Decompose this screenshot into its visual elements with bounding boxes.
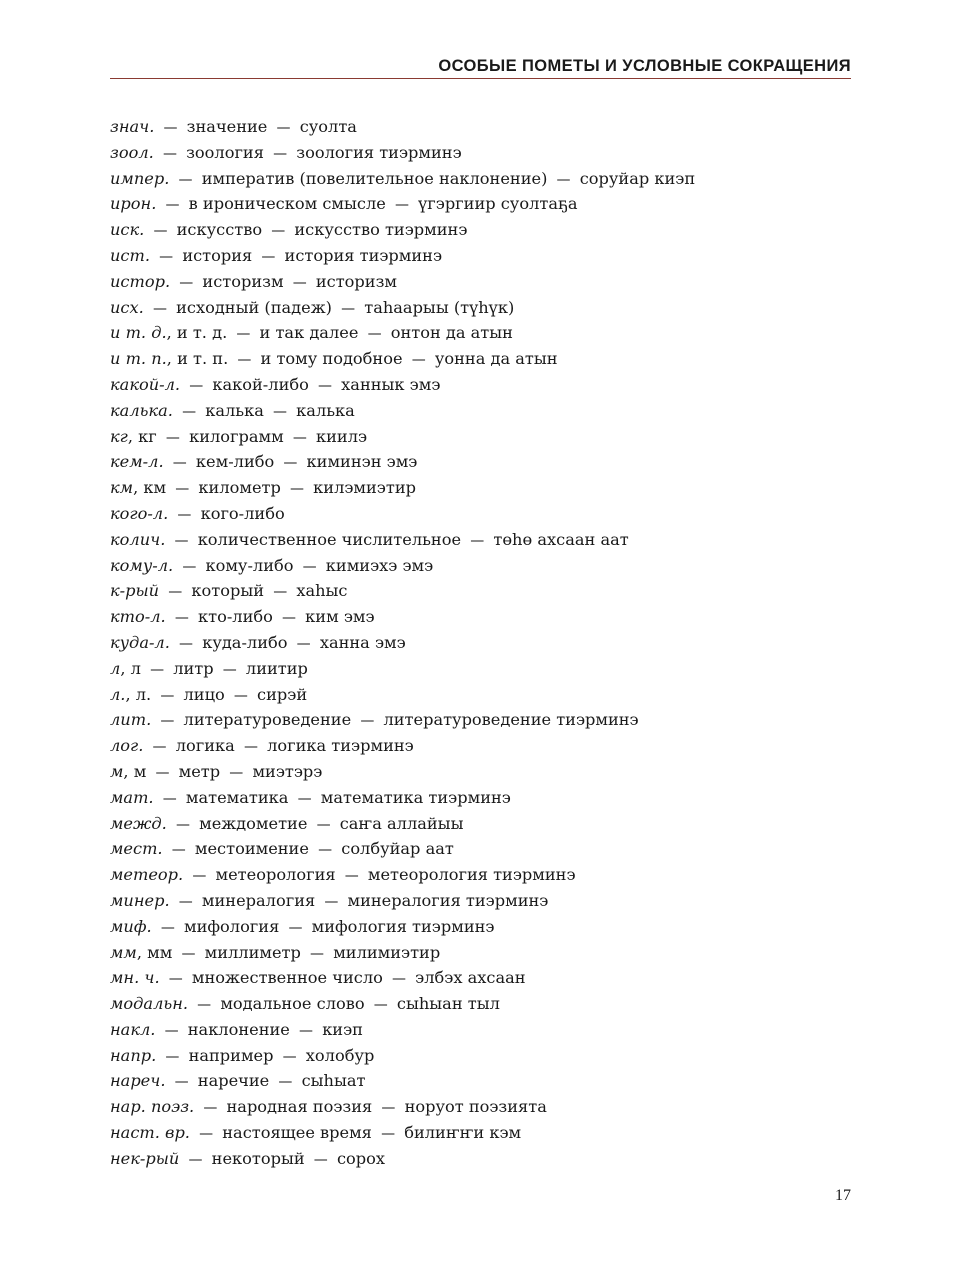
list-item: мм, мм — миллиметр — милимиэтир [110,942,441,962]
entry-russian-meaning: мифология [183,916,280,936]
em-dash: — [174,610,189,627]
em-dash: — [182,558,197,575]
em-dash: — [177,506,192,523]
entry-yakut-meaning: соруйар киэп [579,168,696,188]
em-dash: — [292,429,307,446]
em-dash: — [179,274,194,291]
em-dash: — [367,326,382,343]
em-dash: — [292,274,307,291]
list-item [110,140,851,166]
em-dash: — [556,171,571,188]
em-dash: — [296,635,311,652]
entry-russian-meaning: наречие [197,1071,270,1091]
em-dash: — [344,868,359,885]
entry-yakut-meaning: метеорология тиэрминэ [367,865,576,885]
entry-yakut-meaning: киилэ [316,426,368,446]
entry-abbreviation: калька. [110,400,173,420]
list-item [110,114,851,140]
em-dash: — [150,661,165,678]
abbreviation-list [110,114,851,1172]
em-dash: — [199,1126,214,1143]
entry-yakut-meaning: математика тиэрминэ [320,787,511,807]
entry-yakut-meaning: историзм [315,271,398,291]
entry-russian-meaning: и тому подобное [260,349,403,369]
em-dash: — [162,145,177,162]
entry-abbreviation-upright: и т. д. [176,323,228,343]
entry-yakut-meaning: уонна да атын [434,349,558,369]
list-item [110,166,851,192]
em-dash: — [178,171,193,188]
entry-russian-meaning: кем-либо [195,452,275,472]
em-dash: — [297,790,312,807]
em-dash: — [299,1022,314,1039]
list-item [110,811,851,837]
em-dash: — [318,842,333,859]
entry-abbreviation-upright: мм [147,942,173,962]
entry-abbreviation: кто-л. [110,607,166,627]
em-dash: — [164,1022,179,1039]
entry-abbreviation: напр. [110,1045,157,1065]
entry-russian-meaning: кого-либо [200,503,285,523]
entry-yakut-meaning: киминэн эмэ [306,452,418,472]
entry-russian-meaning: настоящее время [222,1123,372,1143]
list-item [110,501,851,527]
entry-abbreviation: м [110,761,124,781]
em-dash: — [243,739,258,756]
em-dash: — [175,816,190,833]
entry-yakut-meaning: лиитир [245,658,308,678]
entry-abbreviation: лог. [110,736,144,756]
em-dash: — [310,945,325,962]
list-item: км, км — километр — килэмиэтир [110,478,416,498]
list-item: кг, кг — килограмм — киилэ [110,426,368,446]
entry-abbreviation: модальн. [110,994,189,1014]
entry-yakut-meaning: төһө ахсаан аат [493,529,629,549]
list-item [110,707,851,733]
entry-russian-meaning: калька [205,400,264,420]
list-item [110,449,851,475]
entry-abbreviation: импер. [110,168,170,188]
entry-abbreviation: знач. [110,117,155,136]
em-dash: — [163,120,178,136]
entry-russian-meaning: искусство [176,220,263,240]
em-dash: — [394,197,409,214]
entry-russian-meaning: наклонение [187,1019,290,1039]
em-dash: — [222,661,237,678]
entry-abbreviation-upright: л [130,658,141,678]
list-item [110,991,851,1017]
entry-yakut-meaning: логика тиэрминэ [267,736,414,756]
entry-abbreviation-upright: км [143,478,167,498]
entry-yakut-meaning: хаһыс [296,581,348,601]
list-item [110,604,851,630]
entry-russian-meaning: кому-либо [205,555,294,575]
em-dash: — [178,893,193,910]
list-item [110,295,851,321]
entry-abbreviation: иск. [110,220,145,240]
entry-abbreviation: наст. вр. [110,1123,190,1143]
entry-abbreviation: кого-л. [110,503,169,523]
entry-abbreviation: кг [110,426,128,446]
list-item [110,527,851,553]
em-dash: — [197,997,212,1014]
entry-russian-meaning: который [191,581,265,601]
em-dash: — [282,610,297,627]
em-dash: — [411,352,426,369]
entry-russian-meaning: исходный (падеж) [176,297,332,317]
header-title: ОСОБЫЕ ПОМЕТЫ И УСЛОВНЫЕ СОКРАЩЕНИЯ [438,57,851,75]
entry-abbreviation: накл. [110,1019,156,1039]
entry-yakut-meaning: история тиэрминэ [284,245,443,265]
em-dash: — [237,352,252,369]
entry-russian-meaning: килограмм [189,426,284,446]
entry-abbreviation: исх. [110,297,144,317]
list-item [110,243,851,269]
entry-abbreviation: нареч. [110,1071,166,1091]
entry-abbreviation: и т. д. [110,323,167,343]
em-dash: — [283,455,298,472]
entry-russian-meaning: какой-либо [212,374,309,394]
em-dash: — [160,713,175,730]
entry-russian-meaning: метеорология [215,865,336,885]
list-item [110,862,851,888]
entry-yakut-meaning: билиҥҥи кэм [404,1123,522,1143]
em-dash: — [282,1048,297,1065]
entry-yakut-meaning: сирэй [257,684,308,704]
em-dash: — [160,919,175,936]
entry-russian-meaning: математика [185,787,289,807]
entry-yakut-meaning: сыһыан тыл [396,994,500,1014]
em-dash: — [192,868,207,885]
em-dash: — [470,532,485,549]
em-dash: — [188,1151,203,1168]
entry-abbreviation-upright: м [133,761,147,781]
entry-abbreviation: мм [110,942,137,962]
page-number: 17 [835,1187,851,1204]
entry-russian-meaning: миллиметр [204,942,301,962]
entry-yakut-meaning: литературоведение тиэрминэ [383,710,639,730]
list-item [110,965,851,991]
em-dash: — [155,764,170,781]
entry-abbreviation: ист. [110,245,150,265]
entry-abbreviation: мат. [110,787,154,807]
em-dash: — [162,790,177,807]
list-item: л., л. — лицо — сирэй [110,684,308,704]
entry-russian-meaning: зоология [186,142,264,162]
entry-yakut-meaning: онтон да атын [390,323,513,343]
list-item [110,1146,851,1172]
em-dash: — [360,713,375,730]
list-item [110,1094,851,1120]
em-dash: — [182,403,197,420]
entry-yakut-meaning: саҥа аллайыы [339,813,464,833]
em-dash: — [168,584,183,601]
entry-abbreviation: кому-л. [110,555,174,575]
entry-yakut-meaning: миэтэрэ [252,761,323,781]
entry-yakut-meaning: сыһыат [301,1071,366,1091]
entry-russian-meaning: литр [173,658,214,678]
em-dash: — [174,1074,189,1091]
list-item [110,553,851,579]
entry-russian-meaning: литературоведение [183,710,352,730]
entry-yakut-meaning: холобур [305,1045,375,1065]
em-dash: — [276,120,291,136]
entry-russian-meaning: минералогия [201,890,316,910]
entry-russian-meaning: количественное числительное [197,529,462,549]
em-dash: — [278,1074,293,1091]
list-item [110,733,851,759]
em-dash: — [392,971,407,988]
em-dash: — [271,223,286,240]
entry-yakut-meaning: искусство тиэрминэ [294,220,468,240]
entry-abbreviation: зоол. [110,142,154,162]
entry-abbreviation: к-рый [110,581,160,601]
em-dash: — [165,197,180,214]
entry-yakut-meaning: суолта [299,117,357,136]
em-dash: — [381,1126,396,1143]
em-dash: — [316,816,331,833]
em-dash: — [175,481,190,498]
entry-russian-meaning: и так далее [259,323,359,343]
entry-abbreviation-upright: и т. п. [177,349,229,369]
entry-russian-meaning: кто-либо [198,607,273,627]
em-dash: — [203,1100,218,1117]
entry-abbreviation: какой-л. [110,374,181,394]
em-dash: — [189,377,204,394]
entry-russian-meaning: например [188,1045,274,1065]
entry-russian-meaning: междометие [199,813,308,833]
entry-yakut-meaning: киэп [322,1019,363,1039]
entry-abbreviation: лит. [110,710,152,730]
entry-russian-meaning: некоторый [211,1148,305,1168]
em-dash: — [152,300,167,317]
list-item [110,914,851,940]
entry-abbreviation: и т. п. [110,349,167,369]
entry-abbreviation: нар. поэз. [110,1097,195,1117]
entry-yakut-meaning: таһаарыы (түһүк) [364,297,515,317]
list-item [110,630,851,656]
list-item [110,1017,851,1043]
entry-russian-meaning: километр [198,478,281,498]
entry-abbreviation: колич. [110,529,166,549]
entry-yakut-meaning: ким эмэ [305,607,375,627]
entry-abbreviation: минер. [110,890,170,910]
list-item [110,372,851,398]
em-dash: — [159,248,174,265]
entry-russian-meaning: множественное число [191,968,383,988]
list-item [110,888,851,914]
em-dash: — [313,1151,328,1168]
entry-yakut-meaning: мифология тиэрминэ [311,916,495,936]
entry-yakut-meaning: ханна эмэ [319,632,406,652]
em-dash: — [273,145,288,162]
entry-russian-meaning: значение [186,117,268,136]
list-item [110,398,851,424]
em-dash: — [153,223,168,240]
em-dash: — [165,429,180,446]
entry-yakut-meaning: кимиэхэ эмэ [325,555,434,575]
entry-abbreviation: л. [110,684,126,704]
entry-russian-meaning: модальное слово [220,994,365,1014]
list-item [110,217,851,243]
entry-abbreviation: км [110,478,134,498]
entry-abbreviation: миф. [110,916,152,936]
entry-abbreviation: мест. [110,839,163,859]
entry-abbreviation: межд. [110,813,167,833]
list-item [110,1120,851,1146]
list-item [110,836,851,862]
entry-abbreviation: нек-рый [110,1148,180,1168]
entry-russian-meaning: логика [175,736,235,756]
entry-russian-meaning: императив (повелительное наклонение) [201,168,548,188]
entry-abbreviation: ирон. [110,194,157,214]
em-dash: — [273,403,288,420]
entry-abbreviation: куда-л. [110,632,170,652]
em-dash: — [179,635,194,652]
em-dash: — [290,481,305,498]
running-header [110,56,851,79]
entry-yakut-meaning: минералогия тиэрминэ [347,890,549,910]
em-dash: — [261,248,276,265]
list-item: и т. п., и т. п. — и тому подобное — уонна да атын [110,349,558,369]
em-dash: — [165,1048,180,1065]
entry-abbreviation-upright: кг [138,426,157,446]
list-item [110,1043,851,1069]
entry-yakut-meaning: норуот поэзията [404,1097,547,1117]
em-dash: — [324,893,339,910]
list-item [110,269,851,295]
entry-yakut-meaning: милимиэтир [333,942,441,962]
entry-russian-meaning: лицо [183,684,225,704]
list-item [110,785,851,811]
em-dash: — [236,326,251,343]
em-dash: — [168,971,183,988]
entry-russian-meaning: народная поэзия [226,1097,373,1117]
em-dash: — [373,997,388,1014]
list-item: м, м — метр — миэтэрэ [110,761,323,781]
em-dash: — [181,945,196,962]
em-dash: — [171,842,186,859]
list-item: и т. д., и т. д. — и так далее — онтон да атын [110,323,513,343]
entry-yakut-meaning: сорох [336,1148,386,1168]
em-dash: — [302,558,317,575]
em-dash: — [172,455,187,472]
em-dash: — [318,377,333,394]
entry-yakut-meaning: калька [296,400,355,420]
entry-abbreviation: л [110,658,121,678]
entry-yakut-meaning: солбуйар аат [341,839,454,859]
entry-abbreviation-upright: л. [135,684,152,704]
entry-yakut-meaning: үгэргиир суолтаҕа [418,194,578,214]
em-dash: — [229,764,244,781]
entry-abbreviation: кем-л. [110,452,164,472]
entry-russian-meaning: метр [178,761,221,781]
entry-yakut-meaning: зоология тиэрминэ [296,142,462,162]
entry-abbreviation: истор. [110,271,171,291]
list-item: л, л — литр — лиитир [110,658,308,678]
list-item [110,191,851,217]
em-dash: — [341,300,356,317]
em-dash: — [381,1100,396,1117]
em-dash: — [152,739,167,756]
entry-russian-meaning: куда-либо [202,632,288,652]
entry-russian-meaning: местоимение [194,839,309,859]
entry-russian-meaning: в ироническом смысле [188,194,386,214]
list-item [110,578,851,604]
em-dash: — [174,532,189,549]
entry-abbreviation: метеор. [110,865,184,885]
em-dash: — [160,687,175,704]
entry-russian-meaning: историзм [202,271,284,291]
list-item [110,1068,851,1094]
entry-yakut-meaning: элбэх ахсаан [415,968,526,988]
entry-yakut-meaning: ханнык эмэ [341,374,441,394]
entry-abbreviation: мн. ч. [110,968,160,988]
entry-yakut-meaning: килэмиэтир [313,478,416,498]
em-dash: — [288,919,303,936]
em-dash: — [233,687,248,704]
entry-russian-meaning: история [182,245,253,265]
em-dash: — [273,584,288,601]
